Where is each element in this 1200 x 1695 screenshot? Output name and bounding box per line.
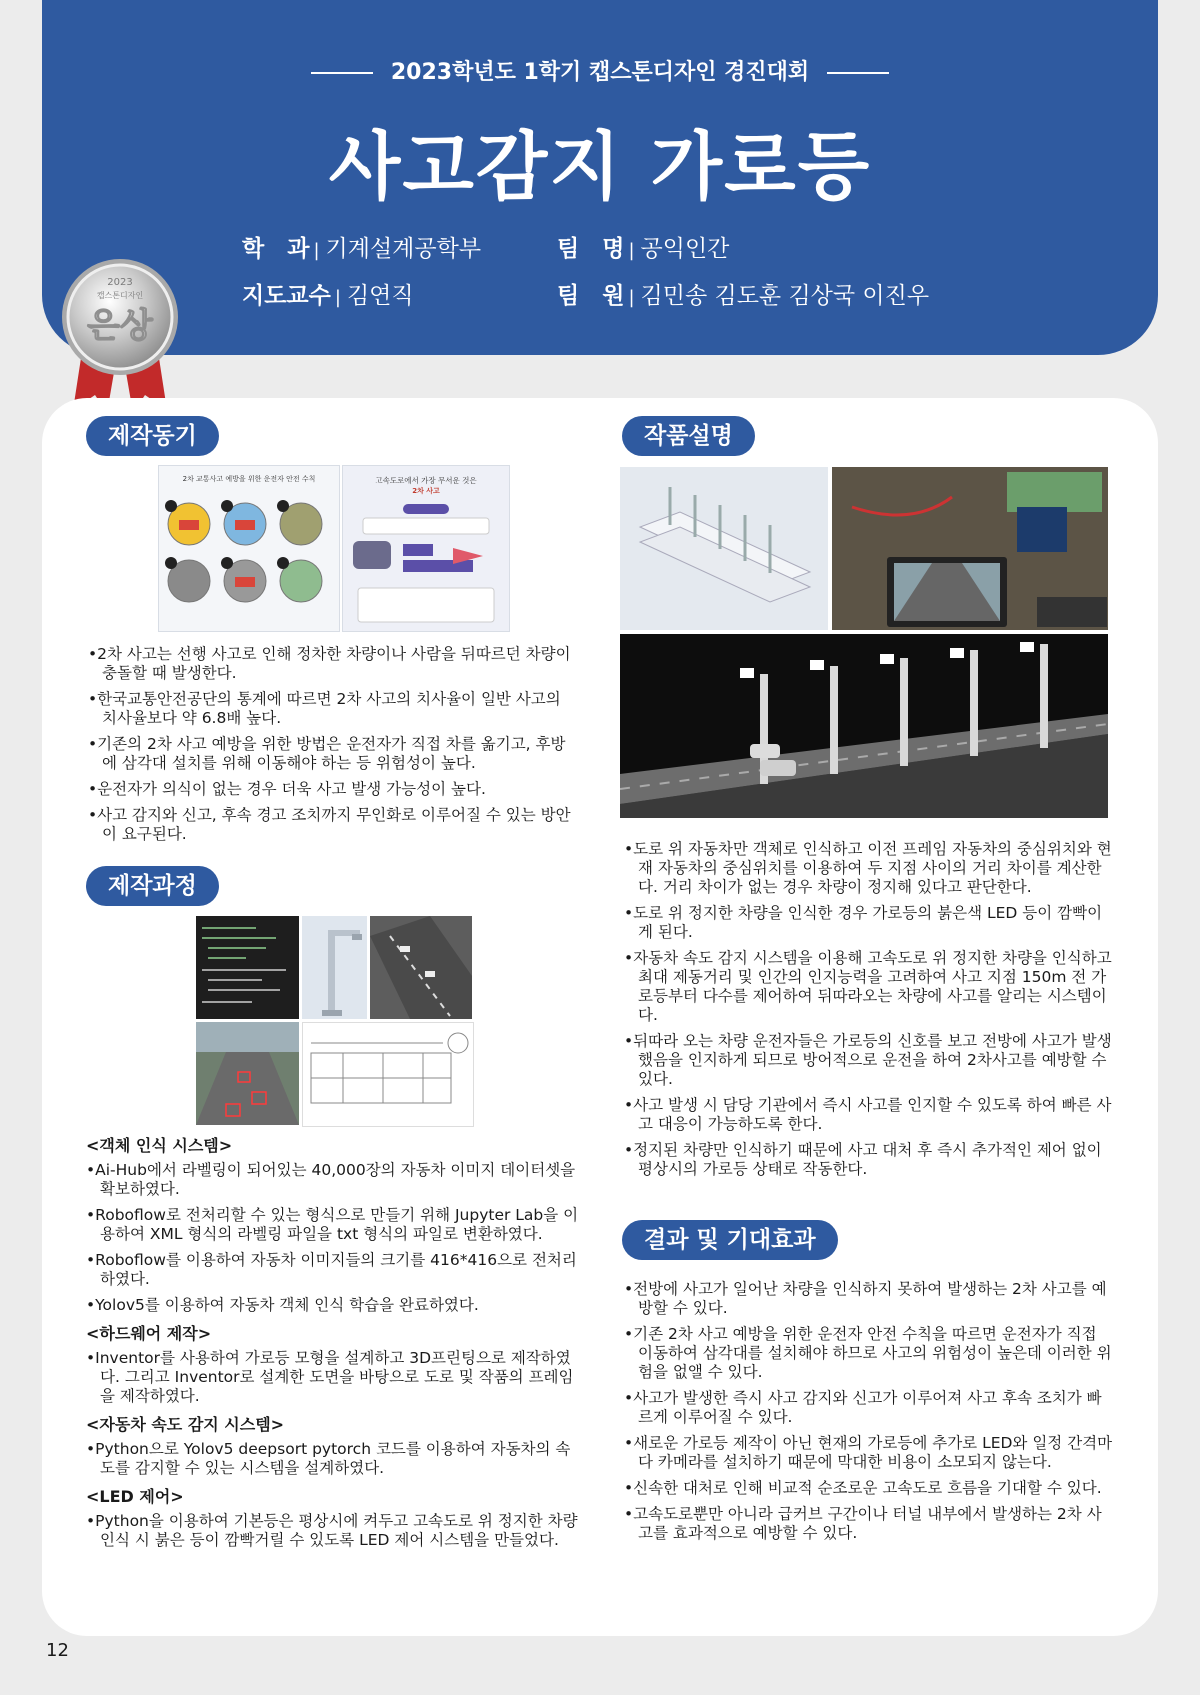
hardware-photo-graphic: [832, 467, 1108, 630]
bullet-item: •Python을 이용하여 기본등은 평상시에 켜두고 고속도로 위 정지한 차량 인식 시 붉은 등이 깜빡거릴 수 있도록 LED 제어 시스템을 만들었다.: [86, 1512, 578, 1549]
subtitle-text: 2023학년도 1학기 캡스톤디자인 경진대회: [390, 60, 810, 85]
infographic-title: 2차 교통사고 예방을 위한 운전자 안전 수칙: [182, 475, 316, 483]
streetlight-cad-model: [302, 916, 367, 1019]
bullet-item: •운전자가 의식이 없는 경우 더욱 사고 발생 가능성이 높다.: [88, 780, 486, 798]
bullet-item: •Ai-Hub에서 라벨링이 되어있는 40,000장의 자동차 이미지 데이터셋을 확보하였다.: [86, 1161, 576, 1198]
bullet-item: •도로 위 정지한 차량을 인식한 경우 가로등의 붉은색 LED 등이 깜빡이게 된다.: [624, 904, 1103, 941]
process-bullets: [86, 1136, 580, 1557]
competition-subtitle: [42, 55, 1158, 86]
medal-award: 은상: [87, 306, 153, 346]
bullet-item: •2차 사고는 선행 사고로 인해 정차한 차량이나 사람을 뒤따르던 차량이 충돌할 때 발생한다.: [88, 645, 571, 682]
results-section-title: 결과 및 기대효과: [622, 1220, 838, 1260]
divider-line: [827, 72, 889, 74]
members-info: [557, 277, 929, 310]
road-model-photo: [370, 916, 472, 1019]
dept-label: 학 과: [242, 236, 310, 262]
highway-detection-photo: [196, 1022, 299, 1125]
secondary-accident-infographic: [342, 465, 510, 632]
bullet-item: •Yolov5를 이용하여 자동차 객체 인식 학습을 완료하였다.: [86, 1296, 479, 1314]
bullet-item: •Inventor를 사용하여 가로등 모형을 설계하고 3D프린팅으로 제작하였다. 그리고 Inventor로 설계한 도면을 바탕으로 도로 및 작품의 프레임을 제작하였다.: [86, 1349, 574, 1405]
infographic-highlight: 2차 사고: [412, 487, 440, 495]
bullet-item: •Python으로 Yolov5 deepsort pytorch 코드를 이용하여 자동차의 속도를 감지할 수 있는 시스템을 설계하였다.: [86, 1440, 571, 1477]
team-info: [557, 230, 729, 263]
separator: |: [313, 240, 320, 261]
model-cad-render: [620, 467, 828, 630]
separator: |: [334, 287, 341, 308]
subheading: <하드웨어 제작>: [86, 1324, 212, 1343]
bullet-item: •자동차 속도 감지 시스템을 이용해 고속도로 위 정지한 차량을 인식하고 최대 제동거리 및 인간의 인지능력을 고려하여 사고 지점 150m 전 가로등부터 다수를 제어하여 뒤따라오는 차량에 사고를 알리는 시스템이다.: [624, 949, 1112, 1024]
frame-technical-drawing: [302, 1022, 474, 1127]
bullet-item: •Roboflow로 전처리할 수 있는 형식으로 만들기 위해 Jupyter Lab을 이용하여 XML 형식의 라벨링 파일을 txt 형식의 파일로 변환하였다.: [86, 1206, 579, 1243]
medal-caption: 캡스톤디자인: [96, 291, 144, 300]
description-section-title: 작품설명: [622, 416, 755, 456]
safety-icons-grid: [159, 484, 339, 632]
bullet-item: •정지된 차량만 인식하기 때문에 사고 대처 후 즉시 추가적인 제어 없이 평상시의 가로등 상태로 작동한다.: [624, 1141, 1102, 1178]
motivation-section-title: 제작동기: [86, 416, 219, 456]
team-value: 공익인간: [640, 236, 730, 262]
subheading: <자동차 속도 감지 시스템>: [86, 1415, 285, 1434]
bullet-item: •사고가 발생한 즉시 사고 감지와 신고가 이루어져 사고 후속 조치가 빠르게 이루어질 수 있다.: [624, 1389, 1102, 1426]
code-lines-graphic: [196, 916, 299, 1019]
code-screenshot: [196, 916, 299, 1019]
project-title: 사고감지 가로등: [328, 124, 872, 210]
bullet-item: •고속도로뿐만 아니라 급커브 구간이나 터널 내부에서 발생하는 2차 사고를 효과적으로 예방할 수 있다.: [624, 1505, 1102, 1542]
subheading: <LED 제어>: [86, 1487, 184, 1506]
members-value: 김민송 김도훈 김상국 이진우: [640, 283, 930, 309]
bullet-item: •사고 발생 시 담당 기관에서 즉시 사고를 인지할 수 있도록 하여 빠른 사고 대응이 가능하도록 한다.: [624, 1096, 1112, 1133]
team-label: 팀 명: [557, 236, 625, 262]
bullet-item: •도로 위 자동차만 객체로 인식하고 이전 프레임 자동차의 중심위치와 현재 자동차의 중심위치를 이용하여 두 지점 사이의 거리 차이를 계산한다. 거리 차이가 없는 경우 차량이 정지해 있다고 판단한다.: [624, 840, 1112, 896]
separator: |: [628, 240, 635, 261]
streetlight-model-graphic: [302, 916, 367, 1019]
medal-year: 2023: [107, 277, 133, 288]
highway-photo-graphic: [196, 1022, 299, 1125]
advisor-value: 김연직: [346, 283, 414, 309]
bullet-item: •새로운 가로등 제작이 아닌 현재의 가로등에 추가로 LED와 일정 간격마다 카메라를 설치하기 때문에 막대한 비용이 소모되지 않는다.: [624, 1434, 1113, 1471]
dept-info: [242, 230, 481, 263]
bullet-item: •한국교통안전공단의 통계에 따르면 2차 사고의 치사율이 일반 사고의 치사율보다 약 6.8배 높다.: [88, 690, 561, 727]
subheading: <객체 인식 시스템>: [86, 1136, 233, 1155]
bullet-item: •기존의 2차 사고 예방을 위한 방법은 운전자가 직접 차를 옮기고, 후방에 삼각대 설치를 위해 이동해야 하는 등 위험성이 높다.: [88, 735, 566, 772]
bullet-item: •신속한 대처로 인해 비교적 순조로운 고속도로 흐름을 기대할 수 있다.: [624, 1479, 1102, 1497]
process-section-title: 제작과정: [86, 866, 219, 906]
dept-value: 기계설계공학부: [325, 236, 482, 262]
bullet-item: •뒤따라 오는 차량 운전자들은 가로등의 신호를 보고 전방에 사고가 발생했음을 인지하게 되므로 방어적으로 운전을 하여 2차사고를 예방할 수 있다.: [624, 1032, 1112, 1088]
night-photo-graphic: [620, 634, 1108, 818]
results-bullets: [624, 1280, 1116, 1550]
hardware-setup-photo: [832, 467, 1108, 630]
motivation-bullets: [88, 645, 580, 851]
header-banner: [42, 0, 1158, 355]
advisor-label: 지도교수: [242, 283, 331, 309]
members-label: 팀 원: [557, 283, 625, 309]
road-photo-graphic: [370, 916, 472, 1019]
bullet-item: •Roboflow를 이용하여 자동차 이미지들의 크기를 416*416으로 전처리하였다.: [86, 1251, 577, 1288]
night-streetlight-model-photo: [620, 634, 1108, 818]
bullet-item: •전방에 사고가 일어난 차량을 인식하지 못하여 발생하는 2차 사고를 예방할 수 있다.: [624, 1280, 1107, 1317]
page-number: 12: [46, 1640, 69, 1661]
advisor-info: [242, 277, 414, 310]
safety-rules-infographic: [158, 465, 340, 632]
description-bullets: [624, 840, 1116, 1186]
bullet-item: •사고 감지와 신고, 후속 경고 조치까지 무인화로 이루어질 수 있는 방안이 요구된다.: [88, 806, 571, 843]
bullet-item: •기존 2차 사고 예방을 위한 운전자 안전 수칙을 따르면 운전자가 직접 이동하여 삼각대를 설치해야 하므로 사고의 위험성이 높은데 이러한 위험을 없앨 수 있다.: [624, 1325, 1112, 1381]
cad-render-graphic: [620, 467, 828, 630]
separator: |: [628, 287, 635, 308]
silver-medal-icon: [55, 255, 185, 415]
divider-line: [311, 72, 373, 74]
infographic-title-2: 고속도로에서 가장 무서운 것은: [375, 476, 477, 485]
drawing-lines-graphic: [303, 1023, 473, 1126]
fatality-bar-graphic: [343, 496, 509, 632]
